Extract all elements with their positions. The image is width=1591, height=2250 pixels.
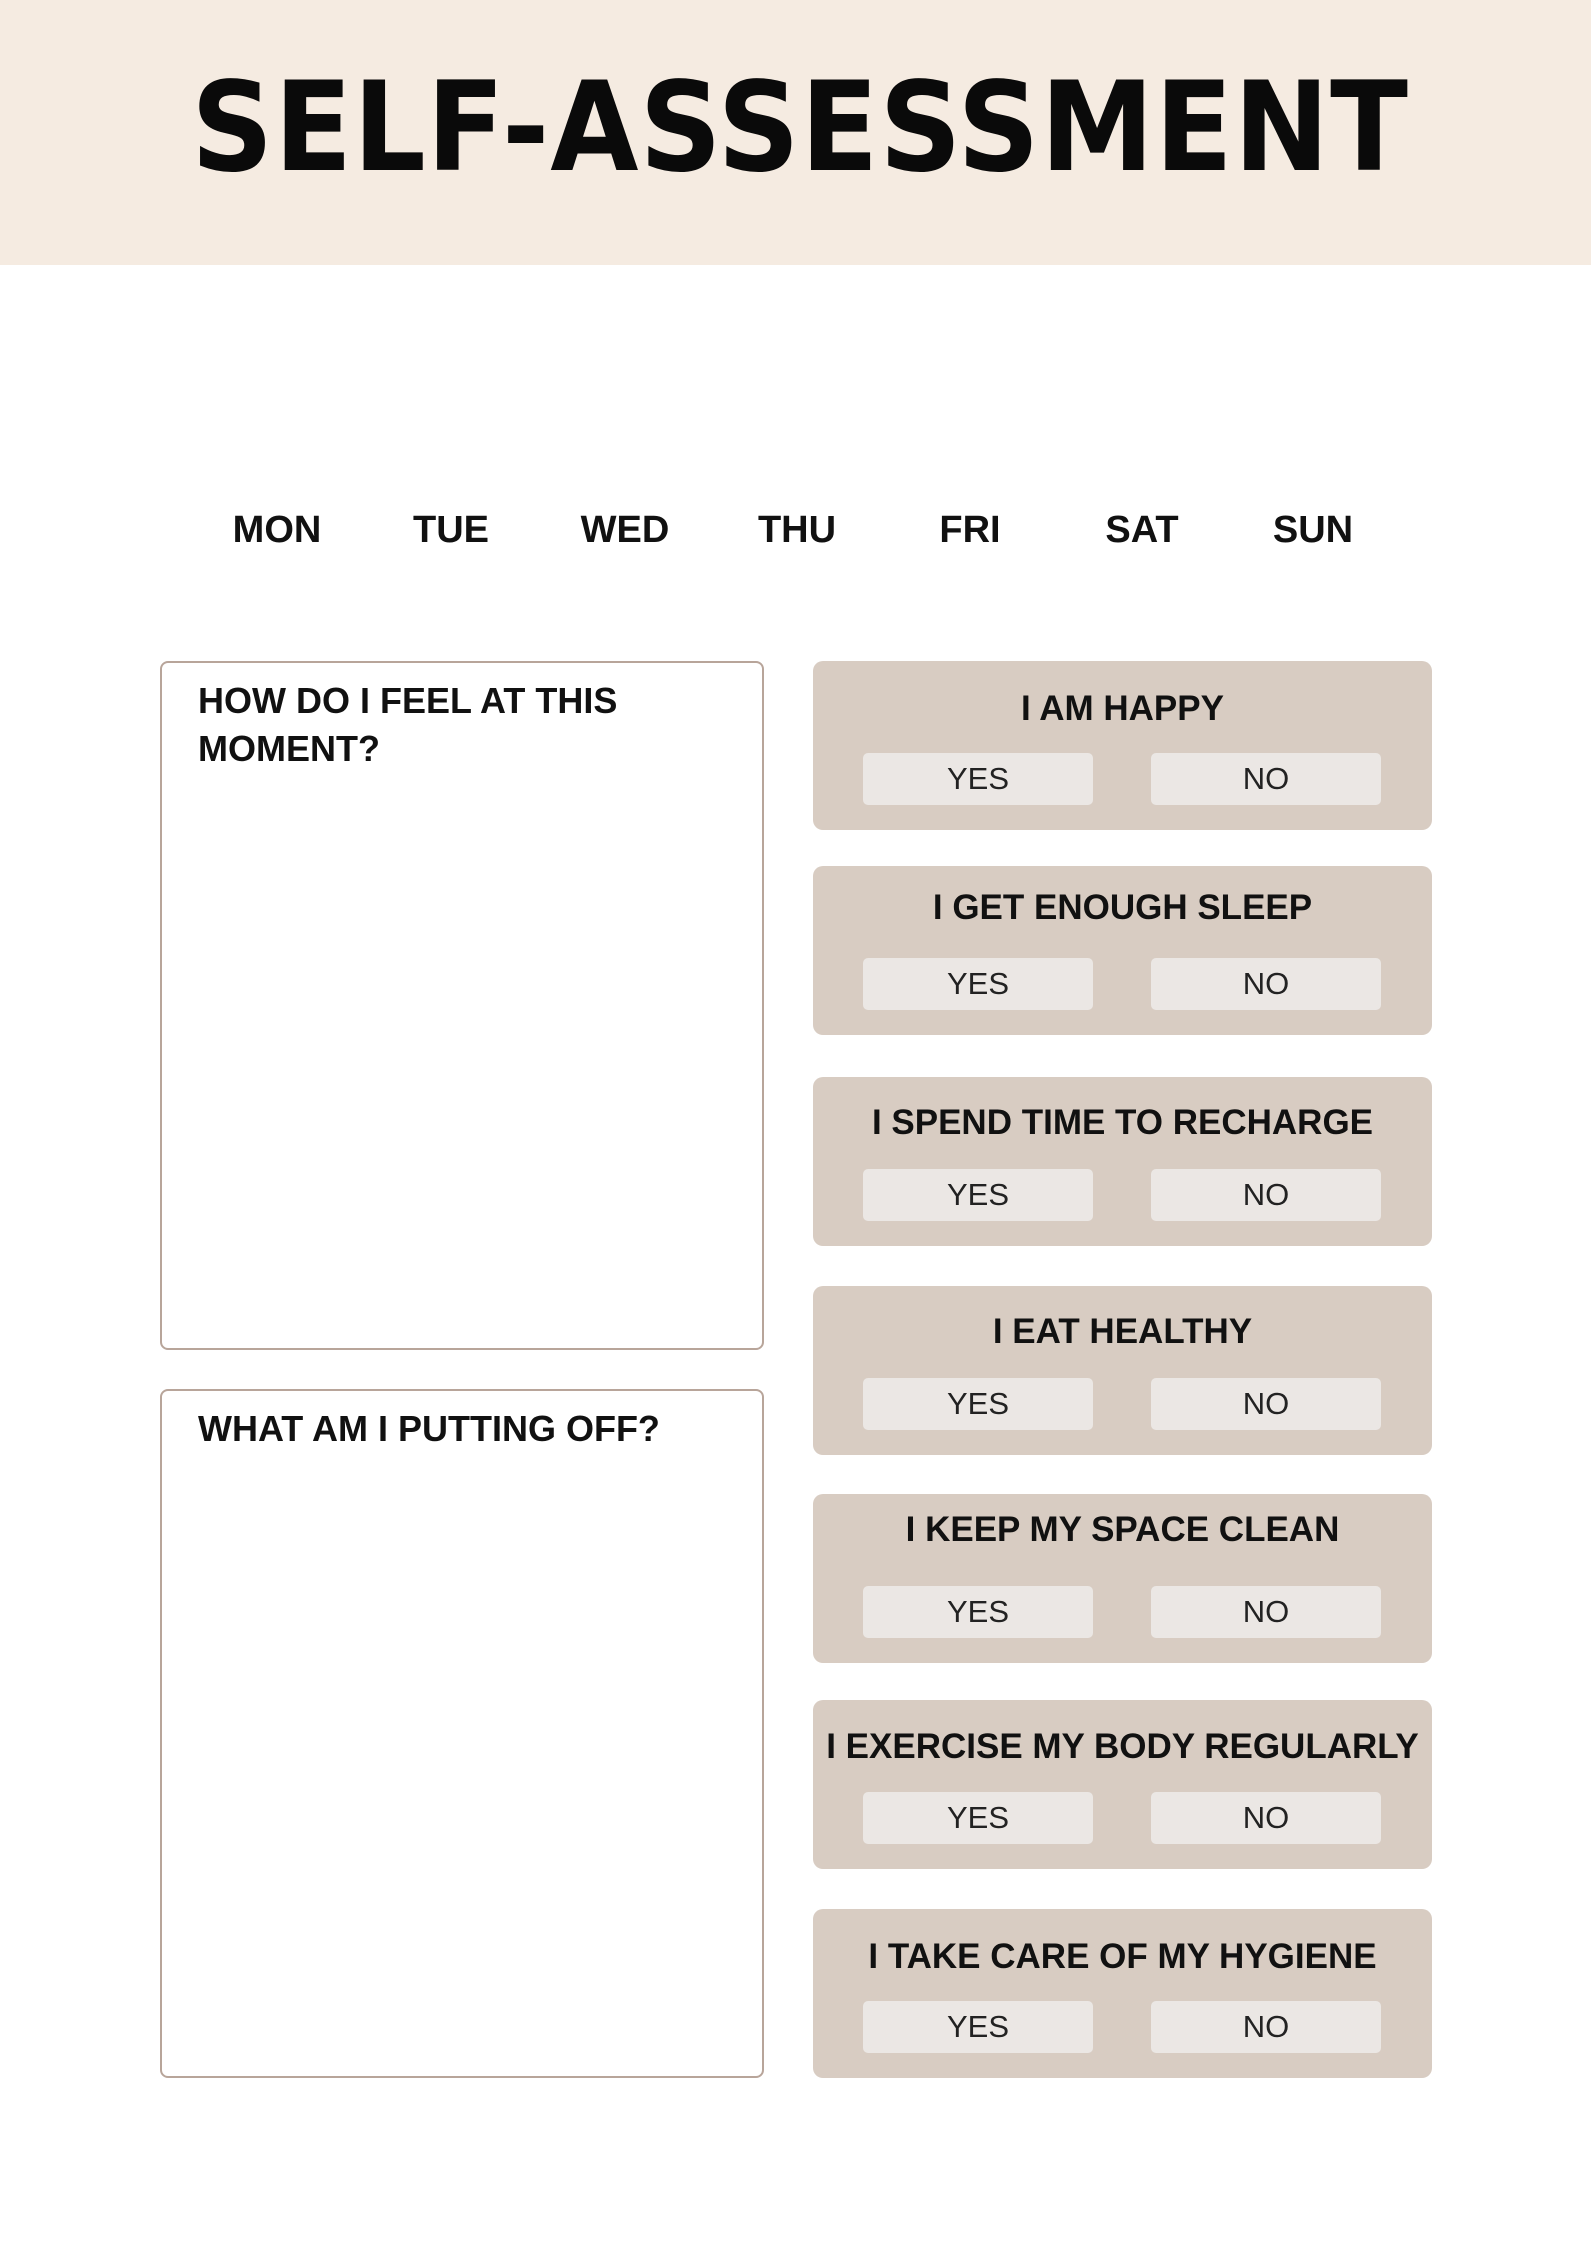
checklist-question: I KEEP MY SPACE CLEAN	[905, 1510, 1340, 1549]
title-banner	[0, 0, 1591, 265]
procrastination-note-box	[160, 1389, 764, 2078]
day-fri[interactable]: FRI	[939, 509, 1001, 551]
checklist-card-exercise	[813, 1700, 1432, 1869]
yes-option[interactable]: YES	[863, 1169, 1093, 1221]
checklist-question: I EAT HEALTHY	[992, 1312, 1253, 1351]
yes-option[interactable]: YES	[863, 1792, 1093, 1844]
yes-option[interactable]: YES	[863, 753, 1093, 805]
day-tue[interactable]: TUE	[413, 509, 489, 551]
no-option[interactable]: NO	[1151, 958, 1381, 1010]
checklist-question: I SPEND TIME TO RECHARGE	[871, 1103, 1374, 1142]
checklist-question: I GET ENOUGH SLEEP	[932, 888, 1313, 927]
checklist-question: I TAKE CARE OF MY HYGIENE	[868, 1937, 1377, 1976]
day-sun[interactable]: SUN	[1272, 509, 1354, 551]
no-option[interactable]: NO	[1151, 753, 1381, 805]
no-option[interactable]: NO	[1151, 1169, 1381, 1221]
procrastination-prompt: WHAT AM I PUTTING OFF?	[198, 1408, 660, 1449]
checklist-question: I AM HAPPY	[1021, 689, 1224, 728]
checklist-card-sleep	[813, 866, 1432, 1035]
yes-option[interactable]: YES	[863, 1586, 1093, 1638]
feelings-answer-field[interactable]	[182, 783, 742, 1328]
weekday-selector	[0, 500, 1591, 560]
no-option[interactable]: NO	[1151, 2001, 1381, 2053]
feelings-prompt: HOW DO I FEEL AT THIS MOMENT?	[198, 680, 618, 769]
no-option[interactable]: NO	[1151, 1792, 1381, 1844]
day-sat[interactable]: SAT	[1105, 509, 1179, 551]
day-wed[interactable]: WED	[580, 509, 670, 551]
yes-option[interactable]: YES	[863, 958, 1093, 1010]
checklist-question: I EXERCISE MY BODY REGULARLY	[826, 1727, 1419, 1766]
day-thu[interactable]: THU	[757, 509, 837, 551]
checklist-card-clean-space	[813, 1494, 1432, 1663]
feelings-note-box	[160, 661, 764, 1350]
no-option[interactable]: NO	[1151, 1378, 1381, 1430]
yes-option[interactable]: YES	[863, 2001, 1093, 2053]
page-title: SELF-ASSESSMENT	[191, 56, 1409, 200]
day-mon[interactable]: MON	[232, 509, 322, 551]
yes-option[interactable]: YES	[863, 1378, 1093, 1430]
checklist-card-happy	[813, 661, 1432, 830]
checklist-card-hygiene	[813, 1909, 1432, 2078]
no-option[interactable]: NO	[1151, 1586, 1381, 1638]
checklist-card-eat-healthy	[813, 1286, 1432, 1455]
procrastination-answer-field[interactable]	[182, 1471, 742, 2056]
checklist-card-recharge	[813, 1077, 1432, 1246]
